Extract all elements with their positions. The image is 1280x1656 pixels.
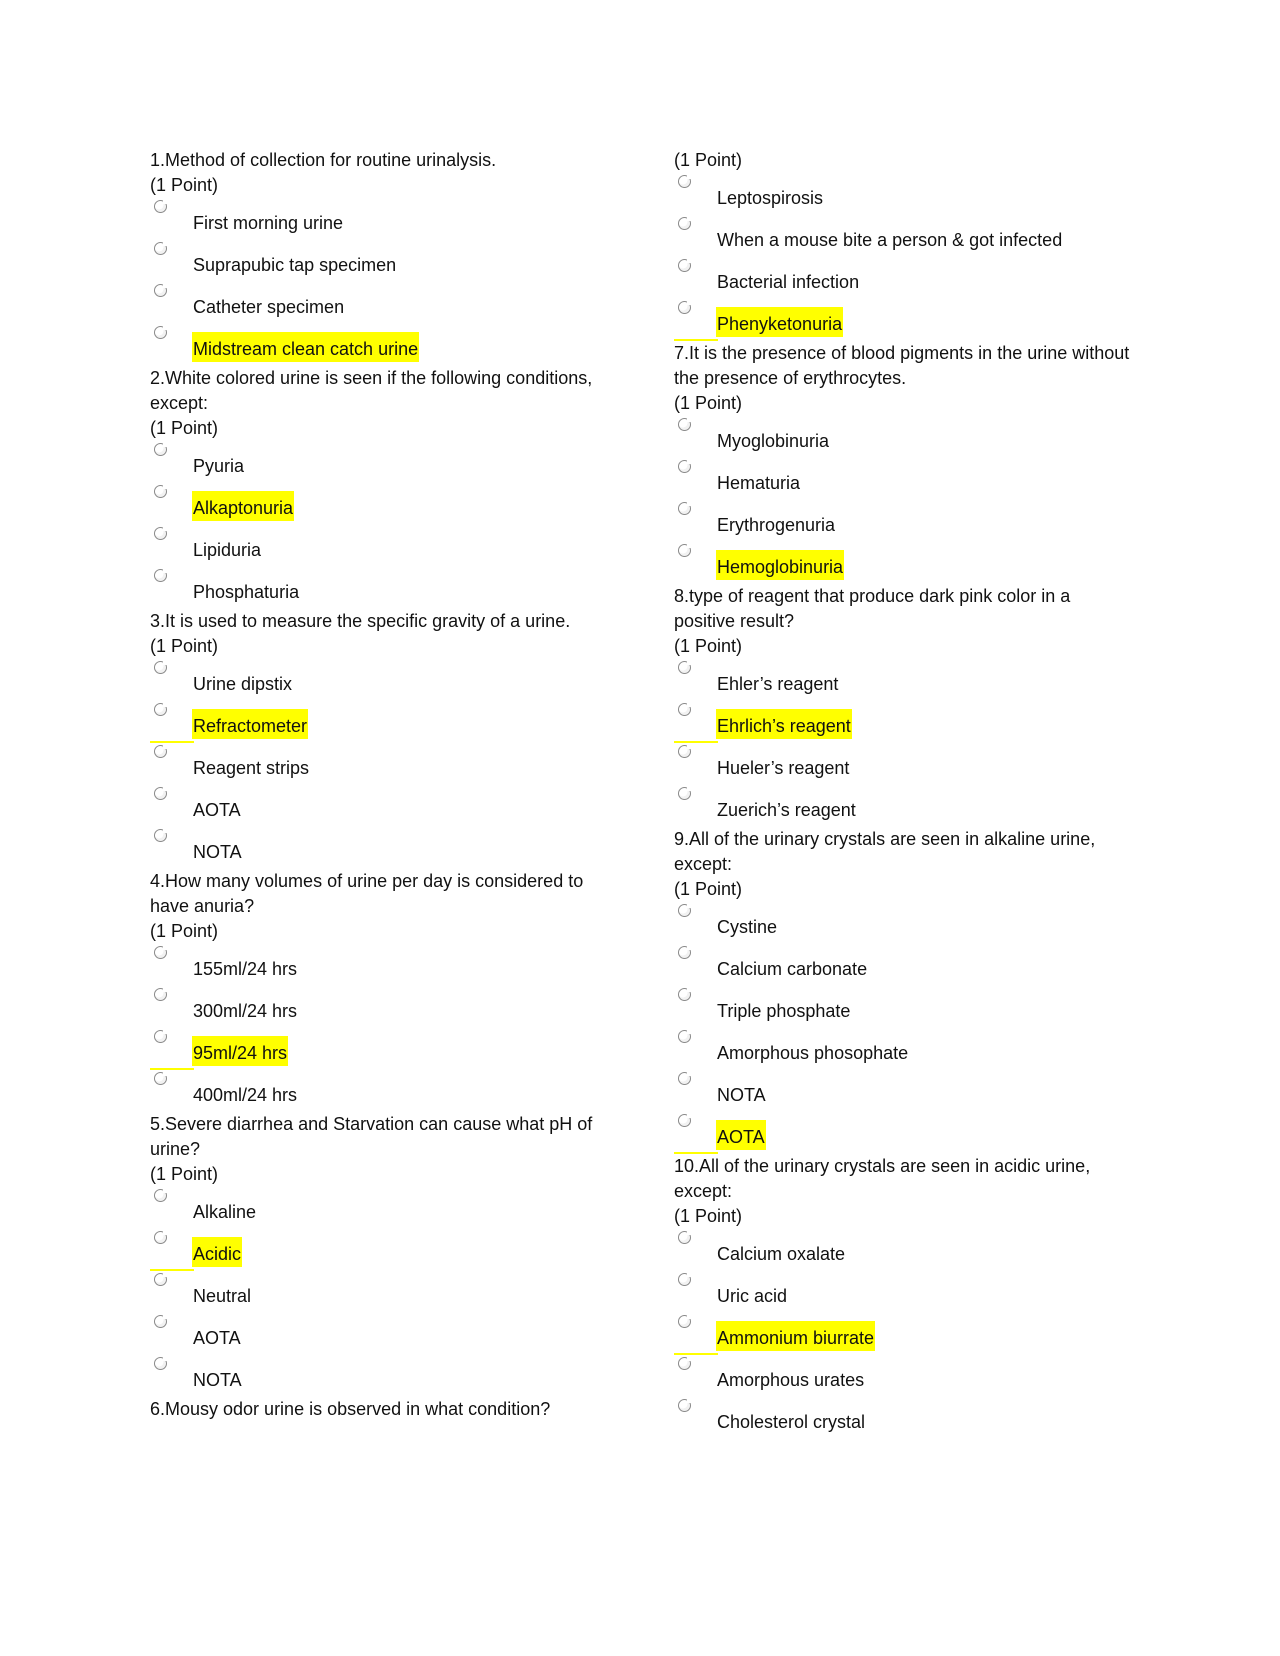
- question-5: [150, 1112, 610, 1397]
- radio-icon[interactable]: [678, 544, 691, 557]
- radio-icon[interactable]: [154, 569, 167, 582]
- question-text: 6.Mousy odor urine is observed in what condition?: [150, 1399, 551, 1419]
- radio-icon[interactable]: [678, 259, 691, 272]
- question-text: 7.It is the presence of blood pigments in the urine without the presence of erythrocytes.: [674, 343, 1130, 388]
- option-label: Amorphous phosophate: [717, 1043, 909, 1063]
- option-1-c[interactable]: [150, 282, 610, 324]
- question-1: [150, 148, 610, 366]
- question-10: [674, 1154, 1134, 1439]
- option-2-c[interactable]: [150, 525, 610, 567]
- option-label: Erythrogenuria: [717, 515, 836, 535]
- question-3: [150, 609, 610, 869]
- option-label: Phenyketonuria: [716, 307, 843, 337]
- option-8-a[interactable]: [674, 659, 1134, 701]
- option-label: Lipiduria: [193, 540, 262, 560]
- option-label: Alkaptonuria: [192, 491, 294, 521]
- option-label: Acidic: [192, 1237, 242, 1267]
- option-2-a[interactable]: [150, 441, 610, 483]
- radio-icon[interactable]: [678, 988, 691, 1001]
- option-label: Calcium carbonate: [717, 959, 868, 979]
- option-label: 300ml/24 hrs: [193, 1001, 298, 1021]
- question-text: 3.It is used to measure the specific gravity of a urine.: [150, 611, 571, 631]
- question-points: (1 Point): [150, 418, 219, 438]
- option-label: Midstream clean catch urine: [192, 332, 419, 362]
- option-label: Refractometer: [192, 709, 308, 739]
- option-4-a[interactable]: [150, 944, 610, 986]
- radio-icon[interactable]: [678, 904, 691, 917]
- radio-icon[interactable]: [678, 1231, 691, 1244]
- question-points: (1 Point): [674, 1206, 743, 1226]
- radio-icon[interactable]: [678, 745, 691, 758]
- radio-icon[interactable]: [678, 1315, 691, 1328]
- option-label: Reagent strips: [193, 758, 310, 778]
- option-5-a[interactable]: [150, 1187, 610, 1229]
- option-label: Ehrlich’s reagent: [716, 709, 852, 739]
- option-10-a[interactable]: [674, 1229, 1134, 1271]
- option-label: When a mouse bite a person & got infected: [717, 230, 1063, 250]
- option-label: Triple phosphate: [717, 1001, 851, 1021]
- option-3-c[interactable]: [150, 743, 610, 785]
- option-label: Cholesterol crystal: [717, 1412, 866, 1432]
- option-label: Bacterial infection: [717, 272, 860, 292]
- option-8-d[interactable]: [674, 785, 1134, 827]
- option-label: Neutral: [193, 1286, 252, 1306]
- option-3-a[interactable]: [150, 659, 610, 701]
- radio-icon[interactable]: [678, 1399, 691, 1412]
- radio-icon[interactable]: [678, 502, 691, 515]
- question-points: (1 Point): [150, 175, 219, 195]
- radio-icon[interactable]: [678, 661, 691, 674]
- option-3-d[interactable]: [150, 785, 610, 827]
- option-label: Urine dipstix: [193, 674, 293, 694]
- radio-icon[interactable]: [154, 829, 167, 842]
- option-label: AOTA: [193, 1328, 241, 1348]
- radio-icon[interactable]: [678, 175, 691, 188]
- radio-icon[interactable]: [154, 485, 167, 498]
- option-label: First morning urine: [193, 213, 344, 233]
- radio-icon[interactable]: [678, 787, 691, 800]
- radio-icon[interactable]: [154, 946, 167, 959]
- question-8: [674, 584, 1134, 827]
- question-7: [674, 341, 1134, 584]
- option-4-d[interactable]: [150, 1070, 610, 1112]
- option-6-b[interactable]: [674, 215, 1134, 257]
- question-points: (1 Point): [150, 636, 219, 656]
- radio-icon[interactable]: [678, 301, 691, 314]
- option-label: 95ml/24 hrs: [192, 1036, 288, 1066]
- option-3-b-highlighted[interactable]: [150, 701, 610, 743]
- option-1-d-highlighted[interactable]: [150, 324, 610, 366]
- option-label: Ammonium biurrate: [716, 1321, 875, 1351]
- option-8-c[interactable]: [674, 743, 1134, 785]
- radio-icon[interactable]: [154, 745, 167, 758]
- option-6-a[interactable]: [674, 173, 1134, 215]
- option-label: NOTA: [717, 1085, 766, 1105]
- radio-icon[interactable]: [678, 1273, 691, 1286]
- radio-icon[interactable]: [154, 787, 167, 800]
- option-4-b[interactable]: [150, 986, 610, 1028]
- radio-icon[interactable]: [154, 326, 167, 339]
- option-label: Leptospirosis: [717, 188, 824, 208]
- radio-icon[interactable]: [678, 1357, 691, 1370]
- radio-icon[interactable]: [154, 1273, 167, 1286]
- question-text: 8.type of reagent that produce dark pink color in a positive result?: [674, 586, 1071, 631]
- option-10-c-highlighted[interactable]: [674, 1313, 1134, 1355]
- option-9-e[interactable]: [674, 1070, 1134, 1112]
- question-text: 5.Severe diarrhea and Starvation can cause what pH of urine?: [150, 1114, 593, 1159]
- question-points: (1 Point): [674, 636, 743, 656]
- option-9-b[interactable]: [674, 944, 1134, 986]
- option-2-d[interactable]: [150, 567, 610, 609]
- option-label: Calcium oxalate: [717, 1244, 846, 1264]
- radio-icon[interactable]: [154, 200, 167, 213]
- option-1-b[interactable]: [150, 240, 610, 282]
- radio-icon[interactable]: [678, 1072, 691, 1085]
- option-8-b-highlighted[interactable]: [674, 701, 1134, 743]
- radio-icon[interactable]: [678, 1114, 691, 1127]
- option-5-e[interactable]: [150, 1355, 610, 1397]
- radio-icon[interactable]: [154, 1357, 167, 1370]
- option-label: Cystine: [717, 917, 778, 937]
- radio-icon[interactable]: [154, 1189, 167, 1202]
- left-column: [150, 148, 610, 1422]
- radio-icon[interactable]: [678, 946, 691, 959]
- option-9-c[interactable]: [674, 986, 1134, 1028]
- radio-icon[interactable]: [678, 418, 691, 431]
- question-points: (1 Point): [674, 393, 743, 413]
- option-3-e[interactable]: [150, 827, 610, 869]
- radio-icon[interactable]: [154, 1072, 167, 1085]
- option-9-d[interactable]: [674, 1028, 1134, 1070]
- radio-icon[interactable]: [154, 703, 167, 716]
- question-text: 4.How many volumes of urine per day is considered to have anuria?: [150, 871, 584, 916]
- option-7-d-highlighted[interactable]: [674, 542, 1134, 584]
- option-label: Hematuria: [717, 473, 801, 493]
- option-9-f-highlighted[interactable]: [674, 1112, 1134, 1154]
- radio-icon[interactable]: [154, 1231, 167, 1244]
- question-text: 1.Method of collection for routine urinalysis.: [150, 150, 497, 170]
- question-6-options: [674, 148, 1134, 341]
- option-1-a[interactable]: [150, 198, 610, 240]
- radio-icon[interactable]: [678, 217, 691, 230]
- radio-icon[interactable]: [154, 527, 167, 540]
- option-label: Hemoglobinuria: [716, 550, 844, 580]
- radio-icon[interactable]: [154, 1315, 167, 1328]
- option-5-c[interactable]: [150, 1271, 610, 1313]
- question-points: (1 Point): [150, 1164, 219, 1184]
- option-4-c-highlighted[interactable]: [150, 1028, 610, 1070]
- option-label: Suprapubic tap specimen: [193, 255, 397, 275]
- option-label: NOTA: [193, 1370, 242, 1390]
- right-column: [674, 148, 1134, 1439]
- option-label: AOTA: [193, 800, 241, 820]
- radio-icon[interactable]: [678, 703, 691, 716]
- option-label: Zuerich’s reagent: [717, 800, 856, 820]
- option-label: Pyuria: [193, 456, 245, 476]
- option-label: Hueler’s reagent: [717, 758, 850, 778]
- question-2: [150, 366, 610, 609]
- option-label: Amorphous urates: [717, 1370, 865, 1390]
- radio-icon[interactable]: [154, 661, 167, 674]
- question-points: (1 Point): [674, 879, 743, 899]
- option-6-d-highlighted[interactable]: [674, 299, 1134, 341]
- option-label: Catheter specimen: [193, 297, 345, 317]
- question-text: 10.All of the urinary crystals are seen in acidic urine, except:: [674, 1156, 1091, 1201]
- radio-icon[interactable]: [154, 443, 167, 456]
- radio-icon[interactable]: [154, 242, 167, 255]
- option-label: 155ml/24 hrs: [193, 959, 298, 979]
- question-6: [150, 1397, 610, 1422]
- question-text: 2.White colored urine is seen if the following conditions, except:: [150, 368, 593, 413]
- option-7-a[interactable]: [674, 416, 1134, 458]
- question-points: (1 Point): [150, 921, 219, 941]
- radio-icon[interactable]: [154, 1030, 167, 1043]
- option-9-a[interactable]: [674, 902, 1134, 944]
- option-label: NOTA: [193, 842, 242, 862]
- option-label: 400ml/24 hrs: [193, 1085, 298, 1105]
- option-10-e[interactable]: [674, 1397, 1134, 1439]
- option-10-b[interactable]: [674, 1271, 1134, 1313]
- option-label: Uric acid: [717, 1286, 788, 1306]
- option-2-b-highlighted[interactable]: [150, 483, 610, 525]
- option-label: Ehler’s reagent: [717, 674, 839, 694]
- option-label: AOTA: [716, 1120, 766, 1150]
- radio-icon[interactable]: [154, 284, 167, 297]
- question-points: (1 Point): [674, 150, 743, 170]
- option-label: Phosphaturia: [193, 582, 300, 602]
- question-text: 9.All of the urinary crystals are seen in alkaline urine, except:: [674, 829, 1096, 874]
- radio-icon[interactable]: [154, 988, 167, 1001]
- option-label: Alkaline: [193, 1202, 257, 1222]
- radio-icon[interactable]: [678, 1030, 691, 1043]
- option-5-d[interactable]: [150, 1313, 610, 1355]
- option-10-d[interactable]: [674, 1355, 1134, 1397]
- question-4: [150, 869, 610, 1112]
- option-7-b[interactable]: [674, 458, 1134, 500]
- option-7-c[interactable]: [674, 500, 1134, 542]
- option-6-c[interactable]: [674, 257, 1134, 299]
- radio-icon[interactable]: [678, 460, 691, 473]
- option-5-b-highlighted[interactable]: [150, 1229, 610, 1271]
- option-label: Myoglobinuria: [717, 431, 830, 451]
- question-9: [674, 827, 1134, 1154]
